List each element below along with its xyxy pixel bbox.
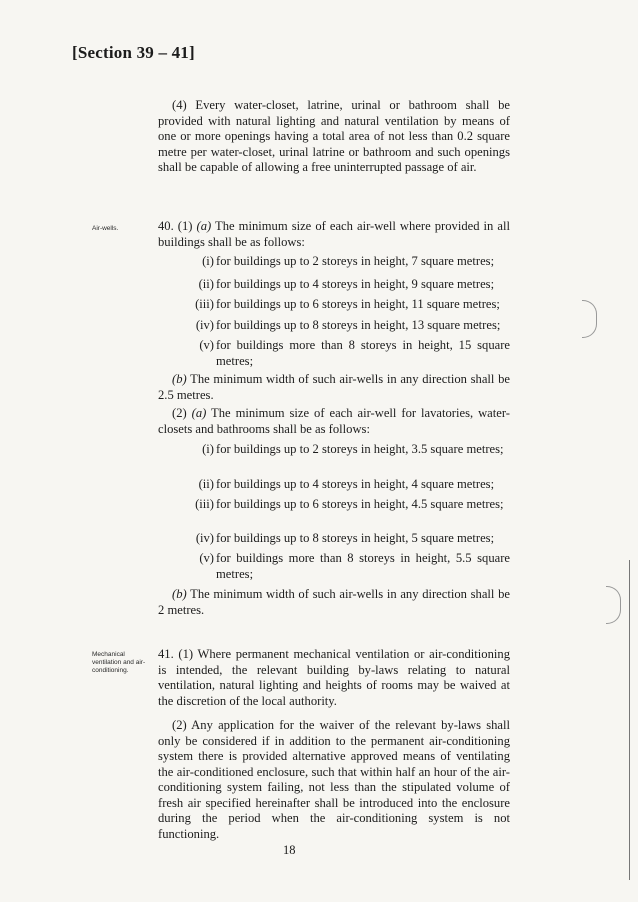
subsection-2-lead: (2): [172, 406, 192, 420]
paragraph-40-2b: [158, 587, 510, 618]
list-item: [190, 531, 510, 547]
list-item: [190, 297, 510, 313]
item-number: (v): [199, 551, 214, 565]
item-number: (iii): [195, 297, 214, 311]
list-item: [190, 551, 510, 582]
list-item: [190, 318, 510, 334]
section-40-intro: The minimum size of each air-well where provided in all buildings shall be as follows:: [158, 219, 510, 249]
item-text: for buildings up to 4 storeys in height, 4 square metres;: [216, 477, 495, 491]
paragraph-text: The minimum width of such air-wells in any direction shall be 2.5 metres.: [158, 372, 510, 402]
section-header: [Section 39 – 41]: [72, 43, 195, 62]
list-item: [190, 497, 510, 513]
page-edge-line: [629, 560, 630, 880]
item-number: (iv): [195, 531, 214, 545]
item-number: (i): [202, 254, 214, 268]
paragraph-40-1a: [158, 219, 510, 250]
list-item: [190, 338, 510, 369]
sidenote-mechanical-ventilation: Mechanical ventilation and air-conditioning.: [92, 651, 146, 674]
paragraph-40-1b: [158, 372, 510, 403]
paragraph-text: The minimum size of each air-well for lavatories, water-closets and bathrooms shall be as follows:: [158, 406, 510, 436]
list-item: [190, 277, 510, 293]
binding-hole-mark: [582, 300, 597, 338]
item-text: for buildings up to 6 storeys in height, 11 square metres;: [216, 297, 500, 311]
item-text: for buildings up to 4 storeys in height, 9 square metres;: [216, 277, 495, 291]
item-text: for buildings up to 8 storeys in height, 5 square metres;: [216, 531, 495, 545]
binding-hole-mark: [606, 586, 621, 624]
paragraph-39-4: (4) Every water-closet, latrine, urinal or bathroom shall be provided with natural lighting and natural ventilation by means of one or more openings having a total area of not less than 0.2 square metre per water-closet, urinal latrine or bathroom and such openings shall be capable of allowing a free uninterrupted passage of air.: [158, 98, 510, 174]
list-item: [190, 254, 510, 270]
item-number: (v): [199, 338, 214, 352]
item-number: (iv): [195, 318, 214, 332]
item-text: for buildings up to 2 storeys in height, 7 square metres;: [216, 254, 495, 268]
item-text: for buildings more than 8 storeys in height, 15 square metres;: [216, 338, 510, 368]
sidenote-air-wells: Air-wells.: [92, 225, 119, 232]
item-number: (ii): [198, 477, 214, 491]
paragraph-41-2: (2) Any application for the waiver of the relevant by-laws shall only be considered if in addition to the permanent air-conditioning system there is provided alternative approved means of ventilating the air-conditioned enclosure, such that within half an hour of the air-conditioning system failing, not less than the stipulated volume of fresh air specified hereinafter shall be introduced into the enclosure during the period when the air-conditioning system is not functioning.: [158, 718, 510, 841]
section-40-lead: 40. (1): [158, 219, 197, 233]
item-number: (ii): [198, 277, 214, 291]
item-text: for buildings more than 8 storeys in height, 5.5 square metres;: [216, 551, 510, 581]
label-b: (b): [172, 587, 187, 601]
item-number: (i): [202, 442, 214, 456]
label-a: (a): [196, 219, 212, 233]
item-text: for buildings up to 8 storeys in height, 13 square metres;: [216, 318, 501, 332]
label-a: (a): [191, 406, 207, 420]
page-number: 18: [283, 843, 296, 857]
item-text: for buildings up to 2 storeys in height, 3.5 square metres;: [216, 442, 504, 456]
list-item: [190, 442, 510, 458]
paragraph-40-2a: [158, 406, 510, 437]
item-number: (iii): [195, 497, 214, 511]
list-item: [190, 477, 510, 493]
label-b: (b): [172, 372, 187, 386]
paragraph-text: The minimum width of such air-wells in any direction shall be 2 metres.: [158, 587, 510, 617]
item-text: for buildings up to 6 storeys in height, 4.5 square metres;: [216, 497, 504, 511]
paragraph-41-1: 41. (1) Where permanent mechanical ventilation or air-conditioning is intended, the relevant building by-laws relating to natural ventilation, natural lighting and heights of rooms may be waived at the discretion of the local authority.: [158, 647, 510, 708]
